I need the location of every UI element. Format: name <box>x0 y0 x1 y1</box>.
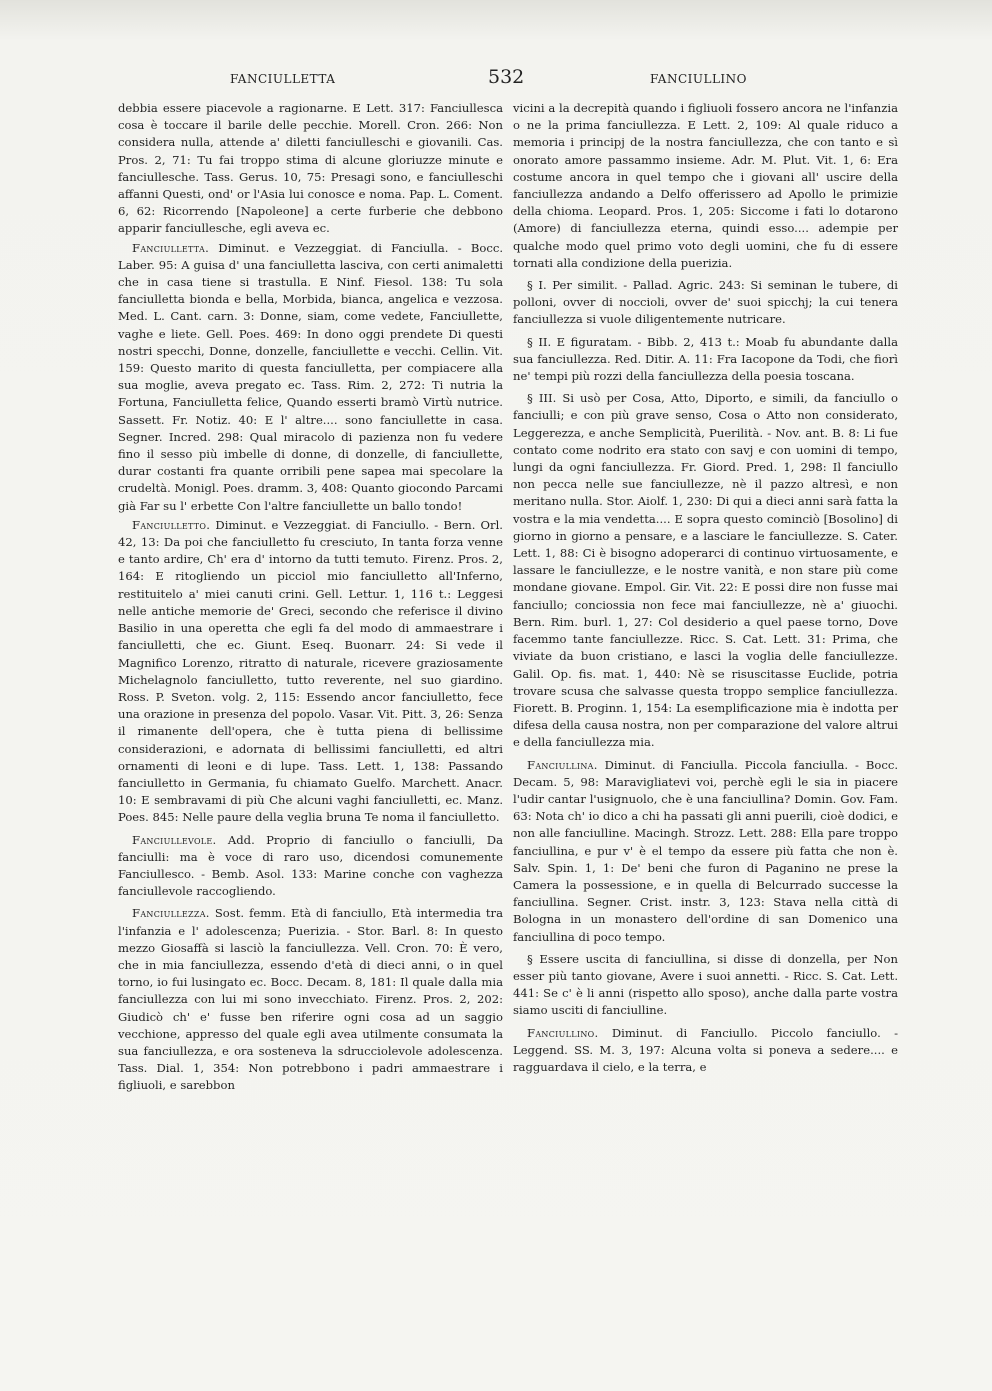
sense-paragraph: § II. E figuratam. - Bibb. 2, 413 t.: Moab fu abundante dalla sua fanciullezza. Red. Ditir. A. 11: Fra Iacopone da Todi, che fiorì ne' tempi più rozzi della fanciullezza della poesia toscana. <box>513 334 898 384</box>
left-column <box>118 100 503 1097</box>
page-header <box>110 66 910 92</box>
sense-paragraph: § Essere uscita di fanciullina, si disse di donzella, per Non esser più tanto giovane, Avere i suoi annetti. - Ricc. S. Cat. Lett. 441: Se c' è li anni (rispetto allo sposo), anche dalla parte vostra siamo usciti di fanciulline. <box>513 951 898 1018</box>
entry-fanciulletto: Fanciulletto. Diminut. e Vezzeggiat. di Fanciullo. - Bern. Orl. 42, 13: Da poi che fanciulletto fu cresciuto, In tanta forza venne e tanto ardire, Ch' era d' intorno da tutti temuto. Firenz. Pros. 2, 164: E ritogliendo un picciol mio fanciulletto all'Inferno, restituitelo a' miei canuti crini. Gell. Lettur. 1, 116 t.: Leggesi nelle antiche memorie de' Greci, secondo che referisce il divino Basilio in una operetta che egli fa del modo di ammaestrare i fanciulletti, che ec. Giunt. Eseq. Buonarr. 24: Si vede il Magnifico Lorenzo, ritratto di naturale, ricevere graziosamente Michelagnolo fanciulletto, tutto reverente, nel suo giardino. Ross. P. Sveton. volg. 2, 115: Essendo ancor fanciulletto, fece una orazione in presenza del popolo. Vasar. Vit. Pitt. 3, 26: Senza il rimanente dell'opera, che è tutta piena di bellissime considerazioni, e adornata di bellissimi fanciulletti, ed altri ornamenti di leoni e di lupe. Tass. Lett. 1, 138: Passando fanciulletto in Germania, fu chiamato Guelfo. Marchett. Anacr. 10: E sembravami di più Che alcuni vaghi fanciulletti, ec. Manz. Poes. 845: Nelle paure della veglia bruna Te noma il fanciulletto. <box>118 517 503 825</box>
entry-fanciulletta: Fanciulletta. Diminut. e Vezzeggiat. di Fanciulla. - Bocc. Laber. 95: A guisa d' una fanciulletta lasciva, con certi animaletti che in casa tiene si trastulla. E Ninf. Fiesol. 138: Tu sola fanciulletta bionda e bella, Morbida, bianca, angelica e vezzosa. Med. L. Cant. carn. 3: Donne, siam, come vedete, Fanciullette, vaghe e liete. Gell. Poes. 469: In dono oggi prendete Di questi nostri specchi, Donne, donzelle, fanciullette e vecchi. Cellin. Vit. 159: Questo marito di questa fanciulletta, per compiacere alla sua moglie, aveva pregato ec. Tass. Rim. 2, 272: Ti nutria la Fortuna, Fanciulletta felice, Quando esserti bramò Virtù nutrice. Sassett. Fr. Notiz. 40: E l' altre.... sono fanciullette in casa. Segner. Incred. 298: Qual miracolo di pazienza non fu vedere fino il sesso più imbelle di donne, di donzelle, di fanciullette, durar costanti fra quante orribili pene sapea mai specolare la crudeltà. Monigl. Poes. dramm. 3, 408: Quanto giocondo Parcami già Far su l' erbette Con l'altre fanciullette un ballo tondo! <box>118 240 504 513</box>
sense-paragraph: § III. Si usò per Cosa, Atto, Diporto, e simili, da fanciullo o fanciulli; e con più grave senso, Cosa o Atto non considerato, Leggerezza, e anche Semplicità, Puerilità. - Nov. ant. B. 8: Li fue contato come nodrito era stato con savj e con uomini di tempo, lungi da ogni fanciullezza. Fr. Giord. Pred. 1, 298: Il fanciullo non pecca nelle sue fanciullezze, nè il pazzo altresì, e non meritano nulla. Stor. Aiolf. 1, 230: Di qui a dieci anni sarà fatta la vostra e la mia vendetta.... E sopra questo cominciò [Bosolino] di giorno in giorno a pensare, e a lasciare le fanciullezze. S. Cater. Lett. 1, 88: Ci è bisogno adoperarci di continuo virtuosamente, e lassare le fanciullezze, e le nostre vanità, e non stare più come mondane giovane. Empol. Gir. Vit. 22: E possi dire non fusse mai fanciullo; conciossia non fece mai fanciullezze, nè a' giuochi. Bern. Rim. burl. 1, 27: Col desiderio a quel paese torno, Dove facemmo tante fanciullezze. Ricc. S. Cat. Lett. 31: Prima, che viviate da buon cristiano, e lasci la voglia delle fanciullezze. Galil. Op. fis. mat. 1, 440: Nè se risuscitasse Euclide, potria trovare scusa che salvasse questa troppo semplice fanciullezza. Fiorett. B. Proginn. 1, 154: La esemplificazione mia è indotta per difesa della causa nostra, non per comparazione del valore altrui e della fanciullezza mia. <box>513 391 898 750</box>
right-column <box>513 100 898 1078</box>
headword: Fanciullino. <box>527 1025 599 1040</box>
running-head-right: FANCIULLINO <box>650 72 747 86</box>
headword: Fanciulletto. <box>132 517 211 532</box>
headword: Fanciullina. <box>527 757 598 772</box>
running-head-left: FANCIULLETTA <box>230 72 336 86</box>
entry-paragraph: debbia essere piacevole a ragionarne. E Lett. 317: Fanciullesca cosa è toccare il barile delle pecchie. Morell. Cron. 266: Non considera nulla, attende a' diletti fanciulleschi e giovanili. Cas. Pros. 2, 71: Tu fai troppo stima di alcune gloriuzze minute e fanciullesche. Tass. Gerus. 10, 75: Presagi sono, e fanciulleschi affanni Questi, ond' or l'Asia lui conosce e noma. Pap. L. Coment. 6, 62: Ricorrendo [Napoleone] a certe furberie che debbono apparir fanciullesche, egli aveva ec. <box>118 101 503 236</box>
headword: Fanciullevole. <box>132 832 217 847</box>
entry-paragraph: vicini a la decrepità quando i figliuoli fossero ancora ne l'infanzia o ne la prima fanciullezza. E Lett. 2, 109: Al quale riduco a memoria i principj de la nostra fanciullezza, che con tanto e sì onorato amore passammo insieme. Adr. M. Plut. Vit. 1, 6: Era costume ancora in quel tempo che i giovani all' uscire della fanciullezza andando a Delfo offerissero ad Apollo le primizie della chioma. Leopard. Pros. 1, 205: Siccome i fati lo dotarono (Amore) di fanciullezza eterna, quindi esso.... adempie per qualche modo quel primo voto degli uomini, che fu di essere tornati alla condizione della puerizia. <box>513 101 898 270</box>
entry-fanciullevole: Fanciullevole. Add. Proprio di fanciullo o fanciulli, Da fanciulli: ma è voce di raro uso, dicendosi comunemente Fanciullesco. - Bemb. Asol. 133: Marine conche con vaghezza fanciullevole raccogliendo. <box>118 832 504 899</box>
headword: Fanciulletta. <box>132 240 210 255</box>
headword: Fanciullezza. <box>132 906 210 921</box>
sense-paragraph: § I. Per similit. - Pallad. Agric. 243: Si seminan le tubere, di polloni, ovver di noccioli, ovver de' suoi spicchj; la cui tenera fanciullezza si vuole diligentemente nutricare. <box>513 278 898 327</box>
page-number: 532 <box>488 66 525 88</box>
entry-fanciullezza: Fanciullezza. Sost. femm. Età di fanciullo, Età intermedia tra l'infanzia e l' adolescenza; Puerizia. - Stor. Barl. 8: In questo mezzo Giosaffà si lasciò la fanciullezza. Vell. Cron. 70: È vero, che in mia fanciullezza, essendo d'età di dieci anni, o in quel torno, io fui lusingato ec. Bocc. Decam. 8, 181: Il quale dalla mia fanciullezza con lui mi sono invecchiato. Firenz. Pros. 2, 202: Giudicò ch' e' fusse ben riferire ogni cosa ad un saggio vecchione, appresso del quale egli avea utilmente consumata la sua fanciullezza, e ora sosteneva la sdrucciolevole adolescenza. Tass. Dial. 1, 354: Non potrebbono i padri ammaestrare i figliuoli, e sarebbon <box>118 906 504 1093</box>
entry-fanciullino: Fanciullino. Diminut. di Fanciullo. Piccolo fanciullo. - Leggend. SS. M. 3, 197: Alcuna volta si poneva a sedere.... e ragguardava il cielo, e la terra, e <box>513 1025 898 1074</box>
entry-fanciullina: Fanciullina. Diminut. di Fanciulla. Piccola fanciulla. - Bocc. Decam. 5, 98: Maravigliatevi voi, perchè egli le sia in piacere l'udir cantar l'usignuolo, che è una fanciullina? Domin. Gov. Fam. 63: Nota ch' io dico a chi ha passati gli anni puerili, cioè dodici, e non alle fanciulline. Macingh. Strozz. Lett. 288: Ella pare troppo fanciullina, e pur v' è el tempo da essere più fatta che non è. Salv. Spin. 1, 1: De' beni che furon di Paganino ne prese la Camera la possessione, e in quella di Belcurrado successe la fanciullina. Segner. Crist. instr. 3, 123: Stava nella città di Bologna in un monastero dell'ordine di san Domenico una fanciullina di poco tempo. <box>513 757 898 944</box>
